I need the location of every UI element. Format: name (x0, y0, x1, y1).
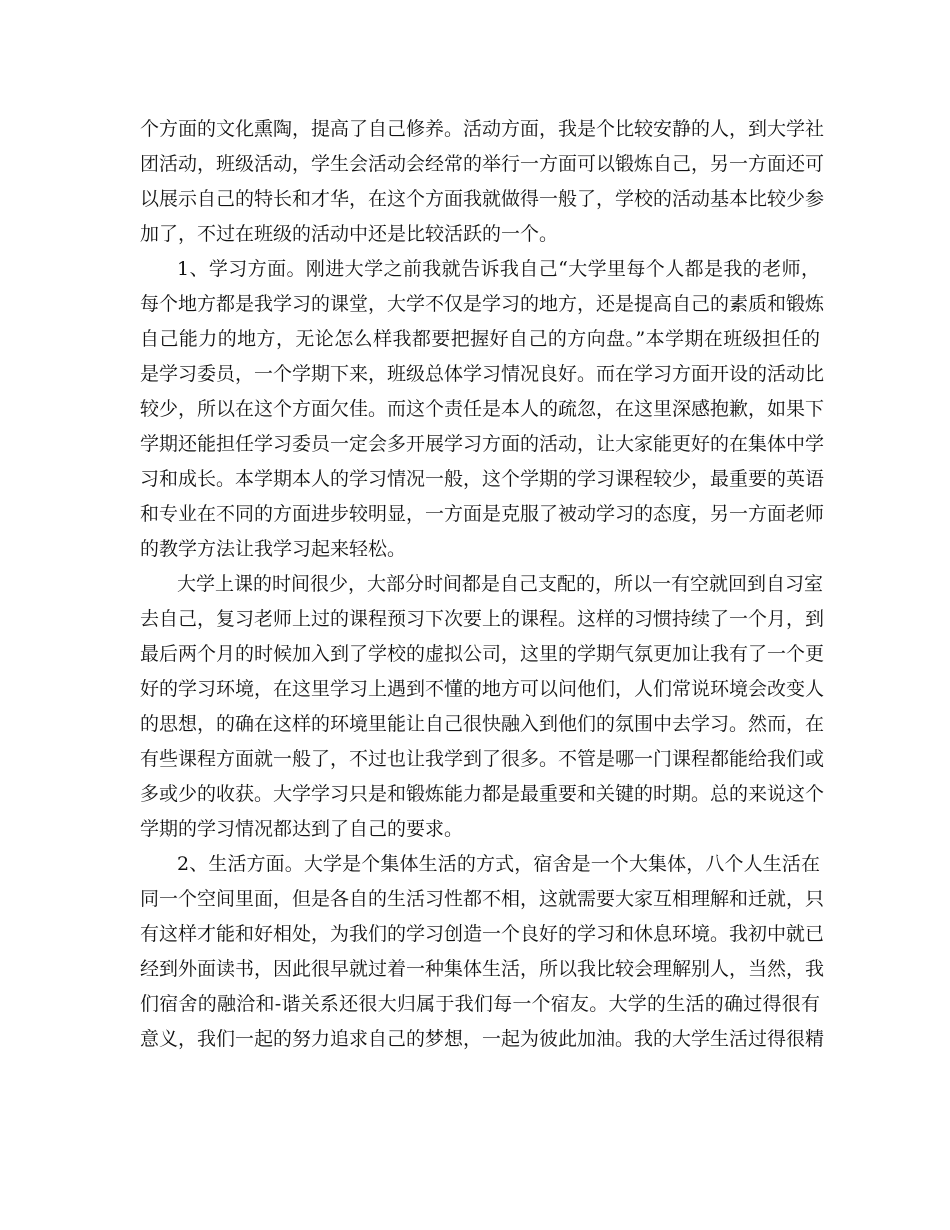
paragraph-first-line: 1、学习方面。刚进大学之前我就告诉我自己“大学里每个人都是我的老师， (177, 258, 820, 280)
text-line: 有些课程方面就一般了，不过也让我学到了很多。不管是哪一门课程都能给我们或 (140, 748, 825, 770)
text-line: 以展示自己的特长和才华，在这个方面我就做得一般了，学校的活动基本比较少参 (140, 188, 825, 210)
text-line: 最后两个月的时候加入到了学校的虚拟公司，这里的学期气氛更加让我有了一个更 (140, 643, 825, 665)
text-line: 是学习委员，一个学期下来，班级总体学习情况良好。而在学习方面开设的活动比 (140, 363, 825, 385)
document-body (140, 112, 825, 1057)
text-line: 们宿舍的融洽和-谐关系还很大归属于我们每一个宿友。大学的生活的确过得很有 (140, 993, 820, 1015)
text-line: 加了，不过在班级的活动中还是比较活跃的一个。 (140, 223, 559, 245)
text-line: 个方面的文化熏陶，提高了自己修养。活动方面，我是个比较安静的人，到大学社 (140, 118, 825, 140)
text-line: 和专业在不同的方面进步较明显，一方面是克服了被动学习的态度，另一方面老师 (140, 503, 825, 525)
text-line: 习和成长。本学期本人的学习情况一般，这个学期的学习课程较少，最重要的英语 (140, 468, 825, 490)
text-line: 多或少的收获。大学学习只是和锻炼能力都是最重要和关键的时期。总的来说这个 (140, 783, 825, 805)
text-line: 有这样才能和好相处，为我们的学习创造一个良好的学习和休息环境。我初中就已 (140, 923, 825, 945)
text-line: 去自己，复习老师上过的课程预习下次要上的课程。这样的习惯持续了一个月，到 (140, 608, 825, 630)
text-line: 学期还能担任学习委员一定会多开展学习方面的活动，让大家能更好的在集体中学 (140, 433, 825, 455)
paragraph-first-line: 2、生活方面。大学是个集体生活的方式，宿舍是一个大集体，八个人生活在 (177, 853, 820, 875)
text-line: 自己能力的地方，无论怎么样我都要把握好自己的方向盘。”本学期在班级担任的 (140, 328, 820, 350)
text-line: 的教学方法让我学习起来轻松。 (140, 538, 407, 560)
text-line: 的思想，的确在这样的环境里能让自己很快融入到他们的氛围中去学习。然而，在 (140, 713, 825, 735)
text-line: 同一个空间里面，但是各自的生活习性都不相，这就需要大家互相理解和迁就，只 (140, 888, 825, 910)
text-line: 经到外面读书，因此很早就过着一种集体生活，所以我比较会理解别人，当然，我 (140, 958, 825, 980)
text-line: 较少，所以在这个方面欠佳。而这个责任是本人的疏忽，在这里深感抱歉，如果下 (140, 398, 825, 420)
text-line: 团活动，班级活动，学生会活动会经常的举行一方面可以锻炼自己，另一方面还可 (140, 153, 825, 175)
text-line: 学期的学习情况都达到了自己的要求。 (140, 818, 464, 840)
text-line: 每个地方都是我学习的课堂，大学不仅是学习的地方，还是提高自己的素质和锻炼 (140, 293, 825, 315)
text-line: 意义，我们一起的努力追求自己的梦想，一起为彼此加油。我的大学生活过得很精 (140, 1028, 825, 1050)
text-line: 好的学习环境，在这里学习上遇到不懂的地方可以问他们，人们常说环境会改变人 (140, 678, 825, 700)
paragraph-first-line: 大学上课的时间很少，大部分时间都是自己支配的，所以一有空就回到自习室 (177, 573, 824, 595)
